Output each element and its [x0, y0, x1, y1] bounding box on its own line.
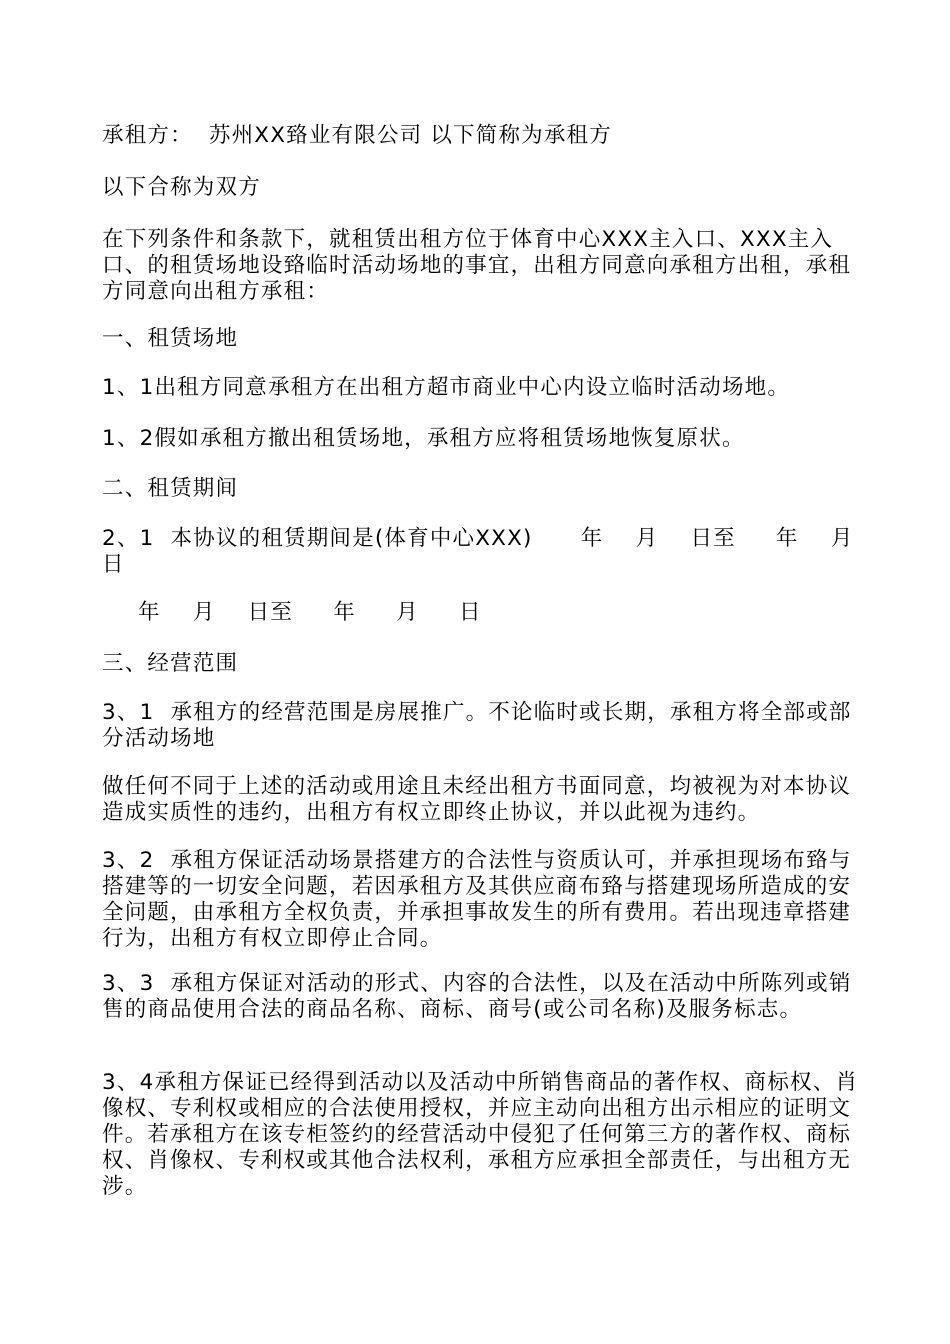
clause-3-1-continued: 做任何不同于上述的活动或用途且未经出租方书面同意，均被视为对本协议造成实质性的违约，出租方有权立即终止协议，并以此视为违约。 — [102, 774, 852, 825]
clause-2-1: 2、1 本协议的租赁期间是(体育中心XXX) 年 月 日至 年 月 日 — [102, 526, 886, 577]
lessee-line: 承租方： 苏州XX臵业有限公司 以下简称为承租方 — [102, 123, 612, 148]
clause-1-2: 1、2假如承租方撤出租赁场地，承租方应将租赁场地恢复原状。 — [102, 426, 745, 451]
section-3-heading: 三、经营范围 — [102, 651, 239, 676]
clause-1-1: 1、1出租方同意承租方在出租方超市商业中心内设立临时活动场地。 — [102, 375, 791, 400]
section-1-heading: 一、租赁场地 — [102, 326, 239, 351]
intro-paragraph: 在下列条件和条款下，就租赁出租方位于体育中心XXX主入口、XXX主入口、的租赁场地设臵临时活动场地的事宜，出租方同意向承租方出租，承租方同意向出租方承租： — [102, 227, 852, 304]
clause-2-1-dates: 年 月 日至 年 月 日 — [138, 600, 482, 625]
clause-3-4: 3、4承租方保证已经得到活动以及活动中所销售商品的著作权、商标权、肖像权、专利权或相应的合法使用授权，并应主动向出租方出示相应的证明文件。若承租方在该专柜签约的经营活动中侵犯了任何第三方的著作权、商标权、肖像权、专利权或其他合法权利，承租方应承担全部责任，与出租方无涉。 — [102, 1070, 859, 1199]
clause-3-2: 3、2 承租方保证活动场景搭建方的合法性与资质认可，并承担现场布臵与搭建等的一切安全问题，若因承租方及其供应商布臵与搭建现场所造成的安全问题，由承租方全权负责，并承担事故发生的所有费用。若出现违章搭建行为，出租方有权立即停止合同。 — [102, 848, 852, 951]
clause-3-3: 3、3 承租方保证对活动的形式、内容的合法性，以及在活动中所陈列或销售的商品使用合法的商品名称、商标、商号(或公司名称)及服务标志。 — [102, 971, 852, 1022]
section-2-heading: 二、租赁期间 — [102, 476, 239, 501]
clause-3-1: 3、1 承租方的经营范围是房展推广。不论临时或长期，承租方将全部或部分活动场地 — [102, 700, 852, 751]
parties-line: 以下合称为双方 — [102, 175, 261, 200]
